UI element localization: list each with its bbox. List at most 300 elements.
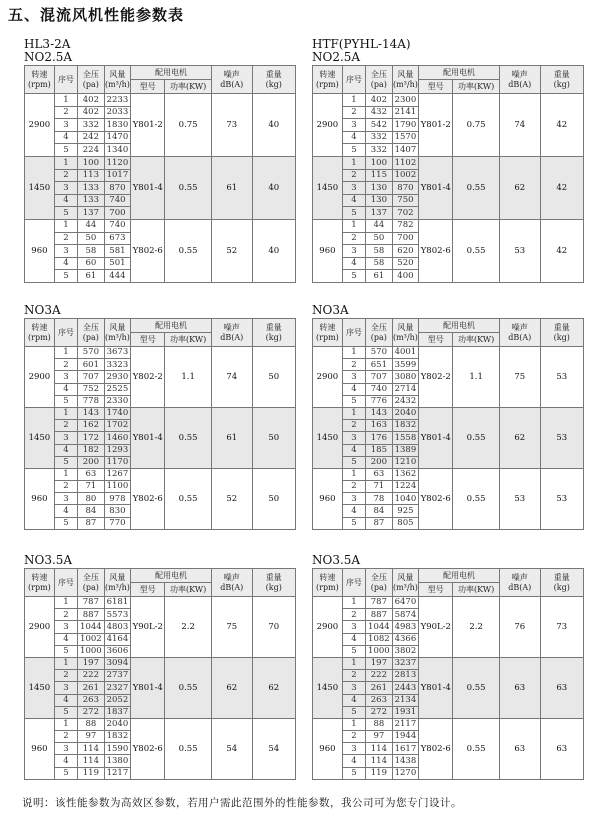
pressure-header-label: 全压	[370, 572, 387, 582]
weight-header-label: 重量	[265, 572, 282, 582]
weight-header-unit: (kg)	[553, 79, 570, 89]
seq-cell: 3	[54, 621, 77, 633]
speed-cell: 1450	[25, 407, 55, 468]
motor-model-cell: Y802-6	[419, 468, 453, 529]
table-row	[25, 347, 296, 359]
flow-header-unit: (m³/h)	[104, 79, 130, 89]
seq-cell: 2	[342, 731, 365, 743]
pressure-cell: 222	[366, 670, 393, 682]
pressure-cell: 1000	[78, 645, 105, 657]
motor-header: 配用电机	[419, 569, 500, 583]
seq-cell: 5	[54, 767, 77, 779]
seq-cell: 4	[54, 633, 77, 645]
flow-cell: 3673	[104, 347, 131, 359]
weight-header-label: 重量	[553, 322, 570, 332]
pressure-cell: 133	[78, 182, 105, 195]
model-label: NO3A	[312, 303, 349, 317]
flow-header-label: 风量	[397, 322, 414, 332]
pressure-cell: 651	[366, 359, 393, 371]
flow-header-label: 风量	[397, 69, 414, 79]
flow-cell: 4164	[104, 633, 131, 645]
pressure-cell: 272	[78, 706, 105, 718]
flow-cell: 4803	[104, 621, 131, 633]
flow-cell: 1389	[392, 444, 419, 456]
pressure-cell: 222	[78, 670, 105, 682]
motor-model-header: 型号	[419, 333, 453, 347]
flow-cell: 805	[392, 517, 419, 529]
seq-cell: 5	[54, 144, 77, 157]
flow-cell: 1100	[104, 481, 131, 493]
pressure-cell: 87	[78, 517, 105, 529]
noise-header-label: 噪声	[511, 69, 528, 79]
flow-header	[104, 569, 131, 597]
flow-cell: 3323	[104, 359, 131, 371]
motor-power-cell: 0.75	[165, 94, 212, 157]
flow-cell: 673	[104, 232, 131, 245]
seq-cell: 3	[54, 743, 77, 755]
seq-cell: 1	[54, 156, 77, 169]
performance-table	[312, 568, 584, 780]
pressure-header-label: 全压	[82, 322, 99, 332]
pressure-cell: 778	[78, 395, 105, 407]
flow-cell: 6470	[392, 597, 419, 609]
motor-header: 配用电机	[419, 319, 500, 333]
pressure-cell: 114	[78, 743, 105, 755]
flow-header-unit: (m³/h)	[104, 582, 130, 592]
pressure-header-unit: (pa)	[370, 332, 387, 342]
motor-model-cell: Y802-2	[419, 347, 453, 408]
speed-cell: 1450	[313, 156, 343, 219]
flow-cell: 1617	[392, 743, 419, 755]
pressure-cell: 63	[78, 468, 105, 480]
flow-cell: 1830	[104, 119, 131, 132]
seq-cell: 1	[342, 718, 365, 730]
flow-cell: 3606	[104, 645, 131, 657]
seq-cell: 5	[342, 767, 365, 779]
flow-cell: 2432	[392, 395, 419, 407]
table-block-hl3-2a	[24, 38, 296, 283]
speed-cell: 2900	[313, 94, 343, 157]
flow-cell: 702	[392, 207, 419, 220]
motor-model-cell: Y801-4	[419, 156, 453, 219]
pressure-header-label: 全压	[82, 572, 99, 582]
pressure-header-label: 全压	[370, 69, 387, 79]
seq-header: 序号	[54, 319, 77, 347]
noise-cell: 53	[499, 468, 540, 529]
model-label: NO3.5A	[312, 553, 361, 567]
motor-power-cell: 0.55	[453, 219, 500, 282]
flow-cell: 2134	[392, 694, 419, 706]
flow-cell: 700	[392, 232, 419, 245]
pressure-cell: 50	[366, 232, 393, 245]
speed-header	[25, 66, 55, 94]
pressure-cell: 133	[78, 194, 105, 207]
seq-cell: 3	[54, 432, 77, 444]
speed-header-label: 转速	[319, 69, 336, 79]
pressure-cell: 1002	[78, 633, 105, 645]
seq-cell: 4	[54, 257, 77, 270]
seq-cell: 4	[342, 694, 365, 706]
pressure-cell: 137	[78, 207, 105, 220]
pressure-cell: 143	[366, 407, 393, 419]
flow-cell: 1837	[104, 706, 131, 718]
speed-cell: 2900	[25, 347, 55, 408]
flow-cell: 2714	[392, 383, 419, 395]
pressure-cell: 115	[366, 169, 393, 182]
pressure-cell: 570	[78, 347, 105, 359]
flow-cell: 3094	[104, 657, 131, 669]
flow-cell: 1017	[104, 169, 131, 182]
seq-cell: 4	[54, 131, 77, 144]
seq-cell: 2	[342, 232, 365, 245]
seq-cell: 2	[342, 481, 365, 493]
pressure-cell: 224	[78, 144, 105, 157]
noise-header-label: 噪声	[511, 572, 528, 582]
motor-power-cell: 1.1	[165, 347, 212, 408]
pressure-header	[78, 569, 105, 597]
speed-header-unit: (rpm)	[28, 332, 51, 342]
motor-model-header: 型号	[419, 80, 453, 94]
flow-cell: 978	[104, 493, 131, 505]
seq-cell: 1	[342, 407, 365, 419]
flow-cell: 2443	[392, 682, 419, 694]
noise-header-unit: dB(A)	[220, 79, 244, 89]
seq-cell: 4	[54, 755, 77, 767]
seq-cell: 2	[54, 481, 77, 493]
flow-cell: 1224	[392, 481, 419, 493]
flow-cell: 1002	[392, 169, 419, 182]
model-label: NO3A	[24, 303, 61, 317]
flow-cell: 2033	[104, 106, 131, 119]
pressure-header-unit: (pa)	[370, 582, 387, 592]
motor-model-cell: Y802-6	[419, 219, 453, 282]
flow-cell: 620	[392, 245, 419, 258]
motor-model-cell: Y801-4	[419, 407, 453, 468]
pressure-header-label: 全压	[82, 69, 99, 79]
table-row	[313, 219, 584, 232]
pressure-cell: 1044	[78, 621, 105, 633]
weight-cell: 62	[252, 657, 295, 718]
seq-cell: 2	[54, 731, 77, 743]
seq-cell: 3	[342, 743, 365, 755]
flow-cell: 5874	[392, 609, 419, 621]
pressure-cell: 71	[78, 481, 105, 493]
motor-power-header: 功率(KW)	[165, 80, 212, 94]
seq-cell: 5	[342, 395, 365, 407]
seq-cell: 2	[342, 106, 365, 119]
pressure-cell: 60	[78, 257, 105, 270]
noise-header-unit: dB(A)	[508, 582, 532, 592]
pressure-cell: 130	[366, 194, 393, 207]
seq-cell: 4	[342, 257, 365, 270]
pressure-cell: 332	[366, 144, 393, 157]
seq-cell: 1	[54, 657, 77, 669]
weight-header-label: 重量	[553, 69, 570, 79]
seq-cell: 3	[342, 182, 365, 195]
noise-cell: 62	[499, 407, 540, 468]
table-row	[25, 718, 296, 730]
motor-model-cell: Y90L-2	[131, 597, 165, 658]
weight-cell: 42	[540, 94, 583, 157]
seq-cell: 2	[54, 420, 77, 432]
pressure-cell: 119	[78, 767, 105, 779]
flow-cell: 1217	[104, 767, 131, 779]
flow-header	[392, 66, 419, 94]
flow-header-label: 风量	[109, 572, 126, 582]
noise-cell: 54	[211, 718, 252, 779]
seq-cell: 4	[342, 131, 365, 144]
model-sublabel: NO2.5A	[24, 50, 73, 64]
flow-cell: 3080	[392, 371, 419, 383]
motor-power-header: 功率(KW)	[165, 333, 212, 347]
motor-power-cell: 0.55	[453, 468, 500, 529]
table-row	[25, 219, 296, 232]
pressure-cell: 119	[366, 767, 393, 779]
motor-header: 配用电机	[131, 66, 212, 80]
motor-model-cell: Y802-6	[419, 718, 453, 779]
seq-cell: 1	[54, 597, 77, 609]
weight-cell: 50	[252, 347, 295, 408]
pressure-cell: 143	[78, 407, 105, 419]
pressure-cell: 432	[366, 106, 393, 119]
flow-header	[104, 66, 131, 94]
noise-cell: 52	[211, 219, 252, 282]
performance-table	[312, 318, 584, 530]
pressure-header	[366, 319, 393, 347]
seq-cell: 1	[342, 156, 365, 169]
motor-model-header: 型号	[131, 583, 165, 597]
pressure-cell: 197	[366, 657, 393, 669]
pressure-cell: 176	[366, 432, 393, 444]
pressure-header-unit: (pa)	[82, 582, 99, 592]
pressure-cell: 787	[78, 597, 105, 609]
flow-header-unit: (m³/h)	[392, 332, 418, 342]
speed-header-unit: (rpm)	[28, 582, 51, 592]
flow-cell: 2040	[392, 407, 419, 419]
weight-cell: 73	[540, 597, 583, 658]
weight-cell: 40	[252, 94, 295, 157]
noise-cell: 74	[211, 347, 252, 408]
flow-cell: 520	[392, 257, 419, 270]
pressure-cell: 402	[78, 106, 105, 119]
pressure-cell: 601	[78, 359, 105, 371]
flow-header	[392, 569, 419, 597]
motor-power-cell: 0.55	[165, 657, 212, 718]
pressure-cell: 402	[366, 94, 393, 107]
seq-cell: 2	[54, 106, 77, 119]
pressure-cell: 263	[78, 694, 105, 706]
flow-header-label: 风量	[109, 69, 126, 79]
speed-cell: 960	[313, 219, 343, 282]
motor-power-header: 功率(KW)	[453, 80, 500, 94]
pressure-cell: 137	[366, 207, 393, 220]
flow-cell: 1832	[104, 731, 131, 743]
pressure-cell: 50	[78, 232, 105, 245]
seq-cell: 4	[342, 194, 365, 207]
speed-cell: 1450	[313, 657, 343, 718]
seq-cell: 5	[342, 517, 365, 529]
motor-model-cell: Y802-2	[131, 347, 165, 408]
pressure-cell: 130	[366, 182, 393, 195]
motor-power-cell: 0.55	[165, 219, 212, 282]
flow-cell: 1362	[392, 468, 419, 480]
flow-cell: 2737	[104, 670, 131, 682]
weight-header	[252, 319, 295, 347]
model-label: HTF(PYHL-14A)	[312, 37, 411, 51]
noise-header-label: 噪声	[223, 322, 240, 332]
speed-cell: 960	[25, 468, 55, 529]
flow-cell: 925	[392, 505, 419, 517]
flow-cell: 4983	[392, 621, 419, 633]
weight-cell: 54	[252, 718, 295, 779]
weight-header-unit: (kg)	[265, 332, 282, 342]
flow-header-unit: (m³/h)	[104, 332, 130, 342]
table-block-htf-pyhl-14a	[312, 38, 584, 283]
noise-cell: 73	[211, 94, 252, 157]
seq-cell: 1	[342, 94, 365, 107]
flow-cell: 830	[104, 505, 131, 517]
flow-cell: 1460	[104, 432, 131, 444]
seq-cell: 4	[342, 755, 365, 767]
seq-cell: 2	[342, 609, 365, 621]
noise-cell: 63	[499, 657, 540, 718]
pressure-cell: 84	[78, 505, 105, 517]
weight-cell: 40	[252, 219, 295, 282]
motor-power-header: 功率(KW)	[165, 583, 212, 597]
weight-header-unit: (kg)	[265, 582, 282, 592]
speed-cell: 1450	[313, 407, 343, 468]
noise-header-unit: dB(A)	[508, 79, 532, 89]
flow-cell: 1740	[104, 407, 131, 419]
weight-header	[252, 66, 295, 94]
table-row	[313, 597, 584, 609]
speed-header	[313, 569, 343, 597]
noise-header	[211, 66, 252, 94]
speed-cell: 1450	[25, 657, 55, 718]
motor-model-cell: Y801-4	[131, 407, 165, 468]
table-row	[313, 94, 584, 107]
seq-cell: 5	[342, 144, 365, 157]
pressure-cell: 261	[78, 682, 105, 694]
flow-cell: 581	[104, 245, 131, 258]
table-row	[25, 156, 296, 169]
seq-cell: 4	[54, 444, 77, 456]
seq-cell: 3	[342, 682, 365, 694]
seq-cell: 3	[54, 371, 77, 383]
pressure-cell: 887	[366, 609, 393, 621]
speed-cell: 960	[313, 468, 343, 529]
pressure-cell: 1044	[366, 621, 393, 633]
pressure-cell: 740	[366, 383, 393, 395]
noise-header	[499, 569, 540, 597]
motor-header: 配用电机	[419, 66, 500, 80]
flow-cell: 4001	[392, 347, 419, 359]
footnote: 说明：该性能参数为高效区参数，若用户需此范围外的性能参数，我公司可为您专门设计。	[22, 797, 462, 809]
seq-cell: 5	[54, 270, 77, 283]
flow-cell: 1340	[104, 144, 131, 157]
weight-cell: 53	[540, 468, 583, 529]
seq-cell: 1	[342, 468, 365, 480]
seq-cell: 1	[54, 468, 77, 480]
flow-cell: 1040	[392, 493, 419, 505]
weight-cell: 53	[540, 407, 583, 468]
weight-cell: 42	[540, 219, 583, 282]
pressure-cell: 332	[78, 119, 105, 132]
seq-header: 序号	[54, 66, 77, 94]
flow-cell: 740	[104, 219, 131, 232]
flow-cell: 2040	[104, 718, 131, 730]
weight-cell: 50	[252, 407, 295, 468]
pressure-cell: 200	[366, 456, 393, 468]
seq-cell: 1	[342, 597, 365, 609]
seq-cell: 5	[342, 645, 365, 657]
weight-header	[540, 319, 583, 347]
speed-cell: 960	[25, 718, 55, 779]
pressure-cell: 332	[366, 131, 393, 144]
page-title: 五、混流风机性能参数表	[8, 6, 185, 24]
seq-cell: 2	[54, 359, 77, 371]
pressure-header	[366, 569, 393, 597]
pressure-cell: 402	[78, 94, 105, 107]
motor-model-cell: Y801-2	[131, 94, 165, 157]
flow-cell: 740	[104, 194, 131, 207]
pressure-header-unit: (pa)	[370, 79, 387, 89]
speed-cell: 2900	[25, 94, 55, 157]
motor-power-cell: 0.55	[453, 407, 500, 468]
flow-cell: 1931	[392, 706, 419, 718]
model-label: NO3.5A	[24, 553, 73, 567]
seq-cell: 3	[54, 119, 77, 132]
seq-cell: 4	[54, 505, 77, 517]
table-row	[313, 468, 584, 480]
speed-header-unit: (rpm)	[316, 332, 339, 342]
table-row	[25, 407, 296, 419]
pressure-cell: 185	[366, 444, 393, 456]
flow-cell: 1944	[392, 731, 419, 743]
performance-table	[24, 65, 296, 283]
motor-power-cell: 0.55	[453, 657, 500, 718]
seq-cell: 3	[342, 245, 365, 258]
motor-power-header: 功率(KW)	[453, 583, 500, 597]
motor-power-cell: 0.55	[453, 718, 500, 779]
pressure-cell: 182	[78, 444, 105, 456]
seq-cell: 5	[342, 270, 365, 283]
motor-model-header: 型号	[419, 583, 453, 597]
flow-header	[104, 319, 131, 347]
pressure-cell: 707	[366, 371, 393, 383]
flow-cell: 1832	[392, 420, 419, 432]
seq-header: 序号	[342, 66, 365, 94]
noise-cell: 63	[499, 718, 540, 779]
motor-model-header: 型号	[131, 80, 165, 94]
pressure-cell: 162	[78, 420, 105, 432]
speed-cell: 2900	[25, 597, 55, 658]
flow-header	[392, 319, 419, 347]
seq-cell: 1	[54, 347, 77, 359]
pressure-cell: 97	[366, 731, 393, 743]
noise-cell: 62	[211, 657, 252, 718]
pressure-cell: 1000	[366, 645, 393, 657]
seq-cell: 5	[54, 395, 77, 407]
seq-cell: 1	[54, 94, 77, 107]
flow-cell: 2930	[104, 371, 131, 383]
motor-power-cell: 0.55	[165, 156, 212, 219]
pressure-cell: 1082	[366, 633, 393, 645]
seq-cell: 2	[342, 169, 365, 182]
motor-power-cell: 0.75	[453, 94, 500, 157]
pressure-cell: 44	[366, 219, 393, 232]
seq-cell: 3	[54, 182, 77, 195]
